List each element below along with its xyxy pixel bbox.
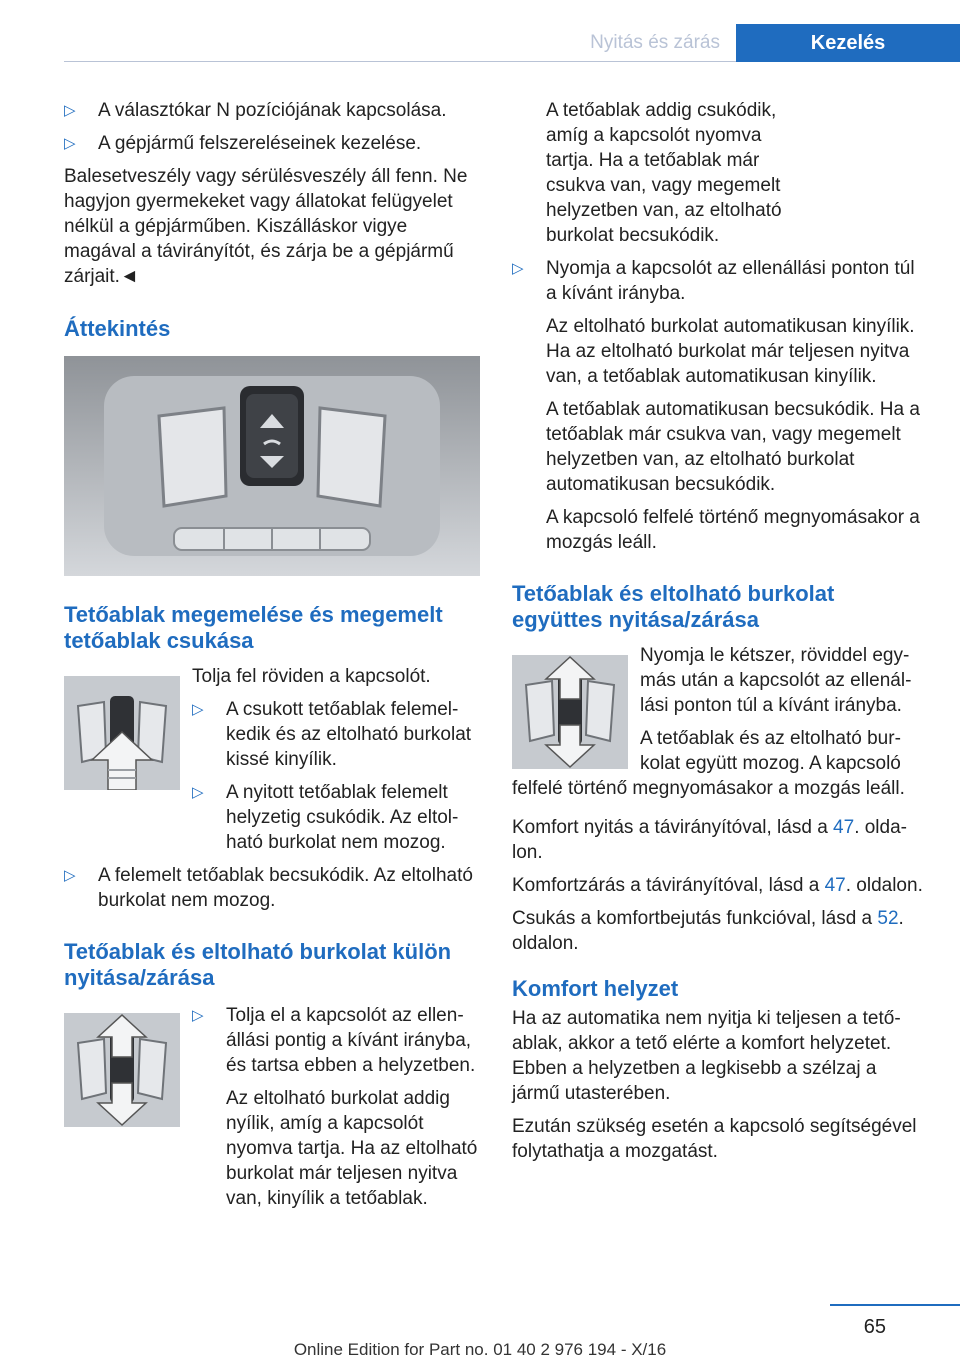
edition-footer: Online Edition for Part no. 01 40 2 976 194 - X/16: [293, 1340, 667, 1359]
comfort-paragraph-1: Ha az automatika nem nyitja ki teljesen a tetőablak, akkor a tető elérte a komfort helyzetet. Ebben a helyzetben a legkisebb a szélzaj a jármű utasterében.: [512, 1008, 901, 1104]
list-item-detail: A tetőablak automatikusan becsukódik. Ha a tetőablak már csukva van, vagy megemelt helyzetben van, az eltolható burkolat automatikusan becsukódik.: [546, 399, 920, 495]
list-item: [192, 1003, 480, 1211]
reference-text: Komfort nyitás a távirányítóval, lásd a: [512, 817, 834, 838]
tilt-intro: Tolja fel röviden a kapcsolót.: [192, 666, 431, 687]
list-item-text: ▷ Tolja el a kapcsolót az ellenállási pontig a kívánt irányba, és tartsa ebben a helyzetben.: [226, 1005, 476, 1076]
arrow-up-down-icon: [512, 655, 628, 769]
page-number: 65: [863, 1316, 886, 1338]
page-number-rule: [830, 1304, 960, 1306]
roof-console-image: [64, 356, 480, 576]
list-item: [192, 780, 480, 855]
reference-text: Komfortzárás a távirányítóval, lásd a: [512, 875, 825, 896]
list-item-detail: Az eltolható burkolat automatikusan kinyílik. Ha az eltolható burkolat már teljesen nyitva van, a tetőablak automatikusan kinyílik.: [546, 316, 915, 387]
page-link[interactable]: 52: [877, 908, 899, 929]
list-item: [64, 131, 480, 156]
heading-together: Tetőablak és eltolható burkolat együttes nyitása/zárása: [512, 581, 835, 632]
reference-text: . oldalon.: [845, 875, 923, 896]
list-item-text: ▷ A felemelt tetőablak becsukódik. Az eltolható burkolat nem mozog.: [98, 865, 473, 911]
list-item: [192, 697, 480, 772]
reference-text: . oldalon.: [512, 817, 907, 863]
header-section-title: Nyitás és zárás: [590, 32, 720, 53]
list-item-text: ▷ A választókar N pozíciójának kapcsolása.: [98, 100, 447, 121]
warning-text: Balesetveszély vagy sérülésveszély áll fenn. Ne hagyjon gyermekeket vagy állatokat felügyelet nélkül a gépjárműben. Kiszálláskor vigye magával a távirányítót, és zárja be a gépjármű zárjait.◄: [64, 166, 468, 287]
tilt-switch-image: [64, 676, 180, 790]
together-switch-image: [512, 655, 628, 769]
list-item: [64, 863, 480, 913]
together-paragraph-2: A tetőablak és az eltolható burkolat együtt mozog. A kapcsoló felfelé történő megnyomásakor a mozgás leáll.: [512, 728, 905, 799]
heading-separate: Tetőablak és eltolható burkolat külön nyitása/zárása: [64, 939, 452, 990]
list-item-text: ▷ Nyomja a kapcsolót az ellenállási ponton túl a kívánt irányba.: [546, 258, 915, 304]
page-link[interactable]: 47: [824, 875, 846, 896]
page-header: [0, 24, 960, 62]
left-column: [64, 98, 480, 1219]
reference-text: Csukás a komfortbejutás funkcióval, lásd a: [512, 908, 878, 929]
header-chapter-tab[interactable]: Kezelés: [736, 24, 960, 62]
separate-switch-image: [64, 1013, 180, 1127]
together-paragraph-1: Nyomja le kétszer, röviddel egymás után a kapcsolót az ellenállási ponton túl a kívánt irányba.: [640, 645, 912, 716]
heading-overview: Áttekintés: [64, 316, 171, 341]
list-item: [512, 256, 926, 555]
comfort-paragraph-2: Ezután szükség esetén a kapcsoló segítségével folytathatja a mozgatást.: [512, 1116, 917, 1162]
reference-text: . oldalon.: [512, 908, 904, 954]
list-item-text: ▷ A nyitott tetőablak felemelt helyzetig csukódik. Az eltolható burkolat nem mozog.: [226, 782, 459, 853]
reference-comfort-open: [512, 815, 926, 865]
overview-photo: [64, 356, 480, 576]
reference-comfort-access: [512, 906, 926, 956]
heading-comfort: Komfort helyzet: [512, 976, 679, 1001]
reference-comfort-close: [512, 873, 926, 898]
arrow-up-icon: [64, 676, 180, 790]
list-item-text: ▷ A gépjármű felszereléseinek kezelése.: [98, 133, 422, 154]
header-rule: [64, 61, 736, 62]
page-link[interactable]: 47: [833, 817, 855, 838]
list-item-detail: Az eltolható burkolat addig nyílik, amíg a kapcsolót nyomva tartja. Ha az eltolható burkolat már teljesen nyitva van, kinyílik a tetőablak.: [226, 1088, 478, 1209]
arrow-up-down-icon: [64, 1013, 180, 1127]
heading-tilt: Tetőablak megemelése és megemelt tetőablak csukása: [64, 602, 443, 653]
list-item-text: ▷ A csukott tetőablak felemelkedik és az eltolható burkolat kissé kinyílik.: [226, 699, 472, 770]
right-column: [512, 98, 926, 1172]
continued-paragraph: A tetőablak addig csukódik, amíg a kapcsolót nyomva tartja. Ha a tetőablak már csukva van, vagy megemelt helyzetben van, az eltolható burkolat becsukódik.: [546, 100, 782, 246]
list-item-detail: A kapcsoló felfelé történő megnyomásakor a mozgás leáll.: [546, 507, 920, 553]
list-item: [64, 98, 480, 123]
